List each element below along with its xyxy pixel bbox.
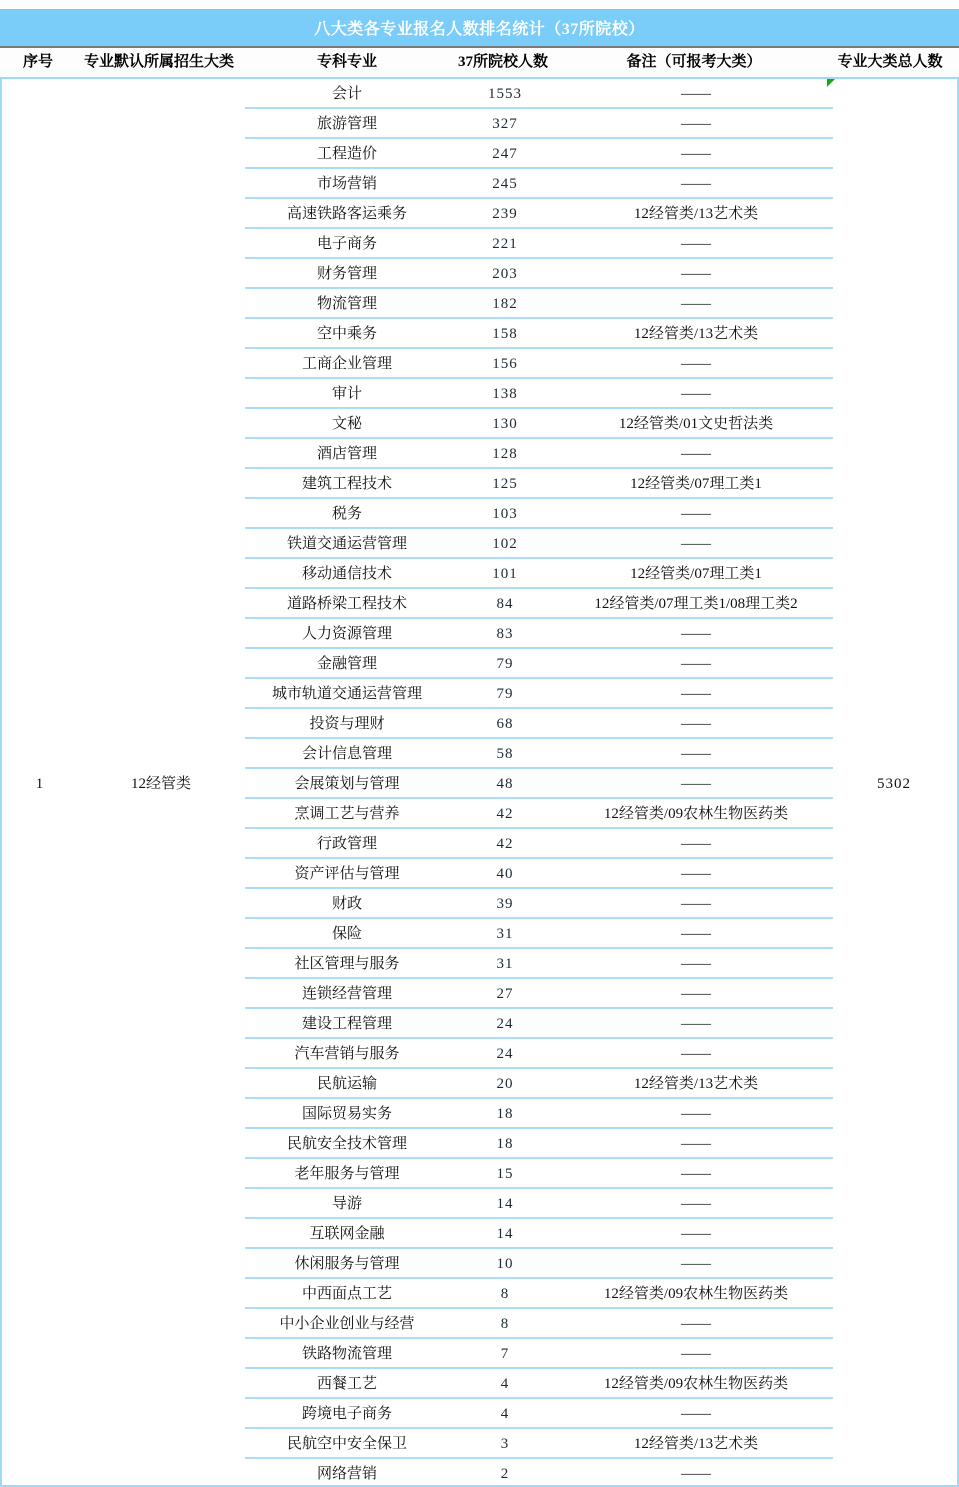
table-row bbox=[2, 619, 957, 649]
major-cell: 工商企业管理 bbox=[301, 356, 392, 372]
count-cell: 156 bbox=[492, 356, 518, 372]
count-cell: 128 bbox=[492, 446, 518, 462]
table-row bbox=[2, 529, 957, 559]
note-cell: —— bbox=[681, 356, 711, 372]
col-header-serial: 序号 bbox=[22, 54, 53, 70]
note-cell: —— bbox=[681, 536, 711, 552]
count-cell: 24 bbox=[496, 1016, 514, 1032]
title-bar bbox=[0, 9, 959, 46]
col-header-major: 专科专业 bbox=[316, 54, 377, 70]
table-row bbox=[2, 1129, 957, 1159]
major-cell: 国际贸易实务 bbox=[301, 1106, 392, 1122]
count-cell: 58 bbox=[496, 746, 514, 762]
major-cell: 投资与理财 bbox=[309, 716, 385, 732]
count-cell: 79 bbox=[496, 686, 514, 702]
note-cell: —— bbox=[681, 146, 711, 162]
table-row bbox=[2, 169, 957, 199]
note-cell: —— bbox=[681, 866, 711, 882]
table-row bbox=[2, 229, 957, 259]
note-cell: —— bbox=[681, 386, 711, 402]
major-cell: 文秘 bbox=[331, 416, 362, 432]
table-row bbox=[2, 1309, 957, 1339]
table-row bbox=[2, 949, 957, 979]
count-cell: 102 bbox=[492, 536, 518, 552]
table-row bbox=[2, 1369, 957, 1399]
count-cell: 221 bbox=[492, 236, 518, 252]
major-cell: 社区管理与服务 bbox=[294, 956, 400, 972]
major-cell: 财务管理 bbox=[316, 266, 377, 282]
major-cell: 行政管理 bbox=[316, 836, 377, 852]
table-row bbox=[2, 1099, 957, 1129]
major-cell: 西餐工艺 bbox=[316, 1376, 377, 1392]
count-cell: 245 bbox=[492, 176, 518, 192]
major-cell: 老年服务与管理 bbox=[294, 1166, 400, 1182]
count-cell: 31 bbox=[496, 926, 514, 942]
count-cell: 18 bbox=[496, 1106, 514, 1122]
note-cell: —— bbox=[681, 116, 711, 132]
major-cell: 网络营销 bbox=[316, 1466, 377, 1482]
major-cell: 高速铁路客运乘务 bbox=[286, 206, 407, 222]
note-cell: —— bbox=[681, 776, 711, 792]
table-row bbox=[2, 859, 957, 889]
major-cell: 铁路物流管理 bbox=[301, 1346, 392, 1362]
major-cell: 会计信息管理 bbox=[301, 746, 392, 762]
count-cell: 8 bbox=[500, 1316, 510, 1332]
major-cell: 工程造价 bbox=[316, 146, 377, 162]
major-cell: 烹调工艺与营养 bbox=[294, 806, 400, 822]
note-cell: —— bbox=[681, 176, 711, 192]
table-row bbox=[2, 739, 957, 769]
note-cell: —— bbox=[681, 1346, 711, 1362]
table-row bbox=[2, 349, 957, 379]
col-header-note: 备注（可报考大类） bbox=[626, 54, 762, 70]
note-cell: —— bbox=[681, 986, 711, 1002]
count-cell: 125 bbox=[492, 476, 518, 492]
table-row bbox=[2, 709, 957, 739]
major-cell: 道路桥梁工程技术 bbox=[286, 596, 407, 612]
count-cell: 3 bbox=[500, 1436, 510, 1452]
count-cell: 84 bbox=[496, 596, 514, 612]
table-row bbox=[2, 499, 957, 529]
table-row bbox=[2, 1009, 957, 1039]
note-cell: —— bbox=[681, 656, 711, 672]
note-cell: —— bbox=[681, 1466, 711, 1482]
note-cell: —— bbox=[681, 446, 711, 462]
table-row bbox=[2, 319, 957, 349]
major-cell: 民航空中安全保卫 bbox=[286, 1436, 407, 1452]
count-cell: 247 bbox=[492, 146, 518, 162]
table-row bbox=[2, 559, 957, 589]
count-cell: 42 bbox=[496, 836, 514, 852]
note-cell: 12经管类/07理工类1 bbox=[630, 476, 762, 492]
count-cell: 2 bbox=[500, 1466, 510, 1482]
major-cell: 税务 bbox=[331, 506, 362, 522]
note-cell: —— bbox=[681, 506, 711, 522]
major-cell: 空中乘务 bbox=[316, 326, 377, 342]
major-cell: 连锁经营管理 bbox=[301, 986, 392, 1002]
note-cell: —— bbox=[681, 1136, 711, 1152]
note-cell: 12经管类/13艺术类 bbox=[633, 326, 759, 342]
table-row bbox=[2, 919, 957, 949]
major-cell: 人力资源管理 bbox=[301, 626, 392, 642]
count-cell: 68 bbox=[496, 716, 514, 732]
col-header-total: 专业大类总人数 bbox=[837, 54, 943, 70]
count-cell: 10 bbox=[496, 1256, 514, 1272]
major-cell: 建设工程管理 bbox=[301, 1016, 392, 1032]
note-cell: 12经管类/13艺术类 bbox=[633, 1436, 759, 1452]
table-row bbox=[2, 1279, 957, 1309]
note-cell: —— bbox=[681, 1256, 711, 1272]
count-cell: 1553 bbox=[488, 86, 522, 102]
count-cell: 7 bbox=[500, 1346, 510, 1362]
table-row bbox=[2, 1039, 957, 1069]
note-cell: —— bbox=[681, 296, 711, 312]
count-cell: 14 bbox=[496, 1226, 514, 1242]
major-cell: 会展策划与管理 bbox=[294, 776, 400, 792]
group-total: 5302 bbox=[877, 776, 911, 792]
table-row bbox=[2, 409, 957, 439]
major-cell: 财政 bbox=[331, 896, 362, 912]
table-row bbox=[2, 139, 957, 169]
group-serial: 1 bbox=[35, 776, 45, 792]
count-cell: 27 bbox=[496, 986, 514, 1002]
count-cell: 327 bbox=[492, 116, 518, 132]
note-cell: —— bbox=[681, 746, 711, 762]
major-cell: 民航安全技术管理 bbox=[286, 1136, 407, 1152]
table-row bbox=[2, 679, 957, 709]
table-row bbox=[2, 1219, 957, 1249]
table-row bbox=[2, 1459, 957, 1487]
table-row bbox=[2, 1399, 957, 1429]
major-cell: 资产评估与管理 bbox=[294, 866, 400, 882]
major-cell: 物流管理 bbox=[316, 296, 377, 312]
count-cell: 31 bbox=[496, 956, 514, 972]
note-cell: —— bbox=[681, 236, 711, 252]
table-row bbox=[2, 1249, 957, 1279]
count-cell: 182 bbox=[492, 296, 518, 312]
note-cell: —— bbox=[681, 1016, 711, 1032]
note-cell: —— bbox=[681, 1046, 711, 1062]
major-cell: 电子商务 bbox=[316, 236, 377, 252]
count-cell: 8 bbox=[500, 1286, 510, 1302]
major-cell: 市场营销 bbox=[316, 176, 377, 192]
major-cell: 互联网金融 bbox=[309, 1226, 385, 1242]
major-cell: 中西面点工艺 bbox=[301, 1286, 392, 1302]
major-cell: 审计 bbox=[331, 386, 362, 402]
major-cell: 金融管理 bbox=[316, 656, 377, 672]
count-cell: 42 bbox=[496, 806, 514, 822]
note-cell: —— bbox=[681, 86, 711, 102]
table-row bbox=[2, 799, 957, 829]
note-cell: —— bbox=[681, 956, 711, 972]
note-cell: —— bbox=[681, 1316, 711, 1332]
table-row bbox=[2, 379, 957, 409]
note-cell: —— bbox=[681, 716, 711, 732]
count-cell: 101 bbox=[492, 566, 518, 582]
note-cell: —— bbox=[681, 686, 711, 702]
major-cell: 建筑工程技术 bbox=[301, 476, 392, 492]
table-row bbox=[2, 469, 957, 499]
major-cell: 民航运输 bbox=[316, 1076, 377, 1092]
table-row bbox=[2, 439, 957, 469]
major-cell: 铁道交通运营管理 bbox=[286, 536, 407, 552]
major-cell: 城市轨道交通运营管理 bbox=[271, 686, 422, 702]
major-cell: 会计 bbox=[331, 86, 362, 102]
table-row bbox=[2, 829, 957, 859]
table-row bbox=[2, 1069, 957, 1099]
major-cell: 汽车营销与服务 bbox=[294, 1046, 400, 1062]
major-cell: 导游 bbox=[331, 1196, 362, 1212]
count-cell: 48 bbox=[496, 776, 514, 792]
major-cell: 跨境电子商务 bbox=[301, 1406, 392, 1422]
note-cell: 12经管类/13艺术类 bbox=[633, 1076, 759, 1092]
note-cell: —— bbox=[681, 266, 711, 282]
major-cell: 休闲服务与管理 bbox=[294, 1256, 400, 1272]
note-cell: 12经管类/07理工类1/08理工类2 bbox=[594, 596, 798, 612]
table-row bbox=[2, 1429, 957, 1459]
table-row bbox=[2, 289, 957, 319]
table-header bbox=[0, 46, 959, 77]
table-row bbox=[2, 199, 957, 229]
count-cell: 14 bbox=[496, 1196, 514, 1212]
count-cell: 103 bbox=[492, 506, 518, 522]
note-cell: —— bbox=[681, 926, 711, 942]
count-cell: 158 bbox=[492, 326, 518, 342]
table-row bbox=[2, 979, 957, 1009]
table-row bbox=[2, 1339, 957, 1369]
count-cell: 39 bbox=[496, 896, 514, 912]
count-cell: 79 bbox=[496, 656, 514, 672]
note-cell: —— bbox=[681, 836, 711, 852]
note-cell: 12经管类/09农林生物医药类 bbox=[603, 1286, 789, 1302]
note-cell: 12经管类/07理工类1 bbox=[630, 566, 762, 582]
count-cell: 15 bbox=[496, 1166, 514, 1182]
note-cell: 12经管类/09农林生物医药类 bbox=[603, 1376, 789, 1392]
note-cell: —— bbox=[681, 896, 711, 912]
count-cell: 130 bbox=[492, 416, 518, 432]
count-cell: 83 bbox=[496, 626, 514, 642]
count-cell: 4 bbox=[500, 1376, 510, 1392]
note-cell: —— bbox=[681, 1196, 711, 1212]
count-cell: 4 bbox=[500, 1406, 510, 1422]
count-cell: 20 bbox=[496, 1076, 514, 1092]
note-cell: —— bbox=[681, 1166, 711, 1182]
note-cell: —— bbox=[681, 1226, 711, 1242]
col-header-count: 37所院校人数 bbox=[457, 54, 548, 70]
count-cell: 40 bbox=[496, 866, 514, 882]
count-cell: 138 bbox=[492, 386, 518, 402]
major-cell: 中小企业创业与经营 bbox=[279, 1316, 415, 1332]
major-cell: 保险 bbox=[331, 926, 362, 942]
note-cell: —— bbox=[681, 626, 711, 642]
note-cell: —— bbox=[681, 1106, 711, 1122]
table-row bbox=[2, 259, 957, 289]
count-cell: 239 bbox=[492, 206, 518, 222]
note-cell: 12经管类/01文史哲法类 bbox=[618, 416, 774, 432]
table-body-frame bbox=[0, 77, 959, 1487]
count-cell: 203 bbox=[492, 266, 518, 282]
table-row bbox=[2, 889, 957, 919]
note-cell: —— bbox=[681, 1406, 711, 1422]
table-row bbox=[2, 1159, 957, 1189]
page-title: 八大类各专业报名人数排名统计（37所院校） bbox=[314, 21, 645, 38]
col-header-category: 专业默认所属招生大类 bbox=[83, 54, 234, 70]
note-cell: 12经管类/09农林生物医药类 bbox=[603, 806, 789, 822]
major-cell: 旅游管理 bbox=[316, 116, 377, 132]
table-row bbox=[2, 79, 957, 109]
major-cell: 移动通信技术 bbox=[301, 566, 392, 582]
major-cell: 酒店管理 bbox=[316, 446, 377, 462]
table-row bbox=[2, 109, 957, 139]
count-cell: 18 bbox=[496, 1136, 514, 1152]
table-row bbox=[2, 649, 957, 679]
count-cell: 24 bbox=[496, 1046, 514, 1062]
table-row bbox=[2, 1189, 957, 1219]
note-cell: 12经管类/13艺术类 bbox=[633, 206, 759, 222]
table-row bbox=[2, 589, 957, 619]
group-category: 12经管类 bbox=[130, 776, 191, 792]
